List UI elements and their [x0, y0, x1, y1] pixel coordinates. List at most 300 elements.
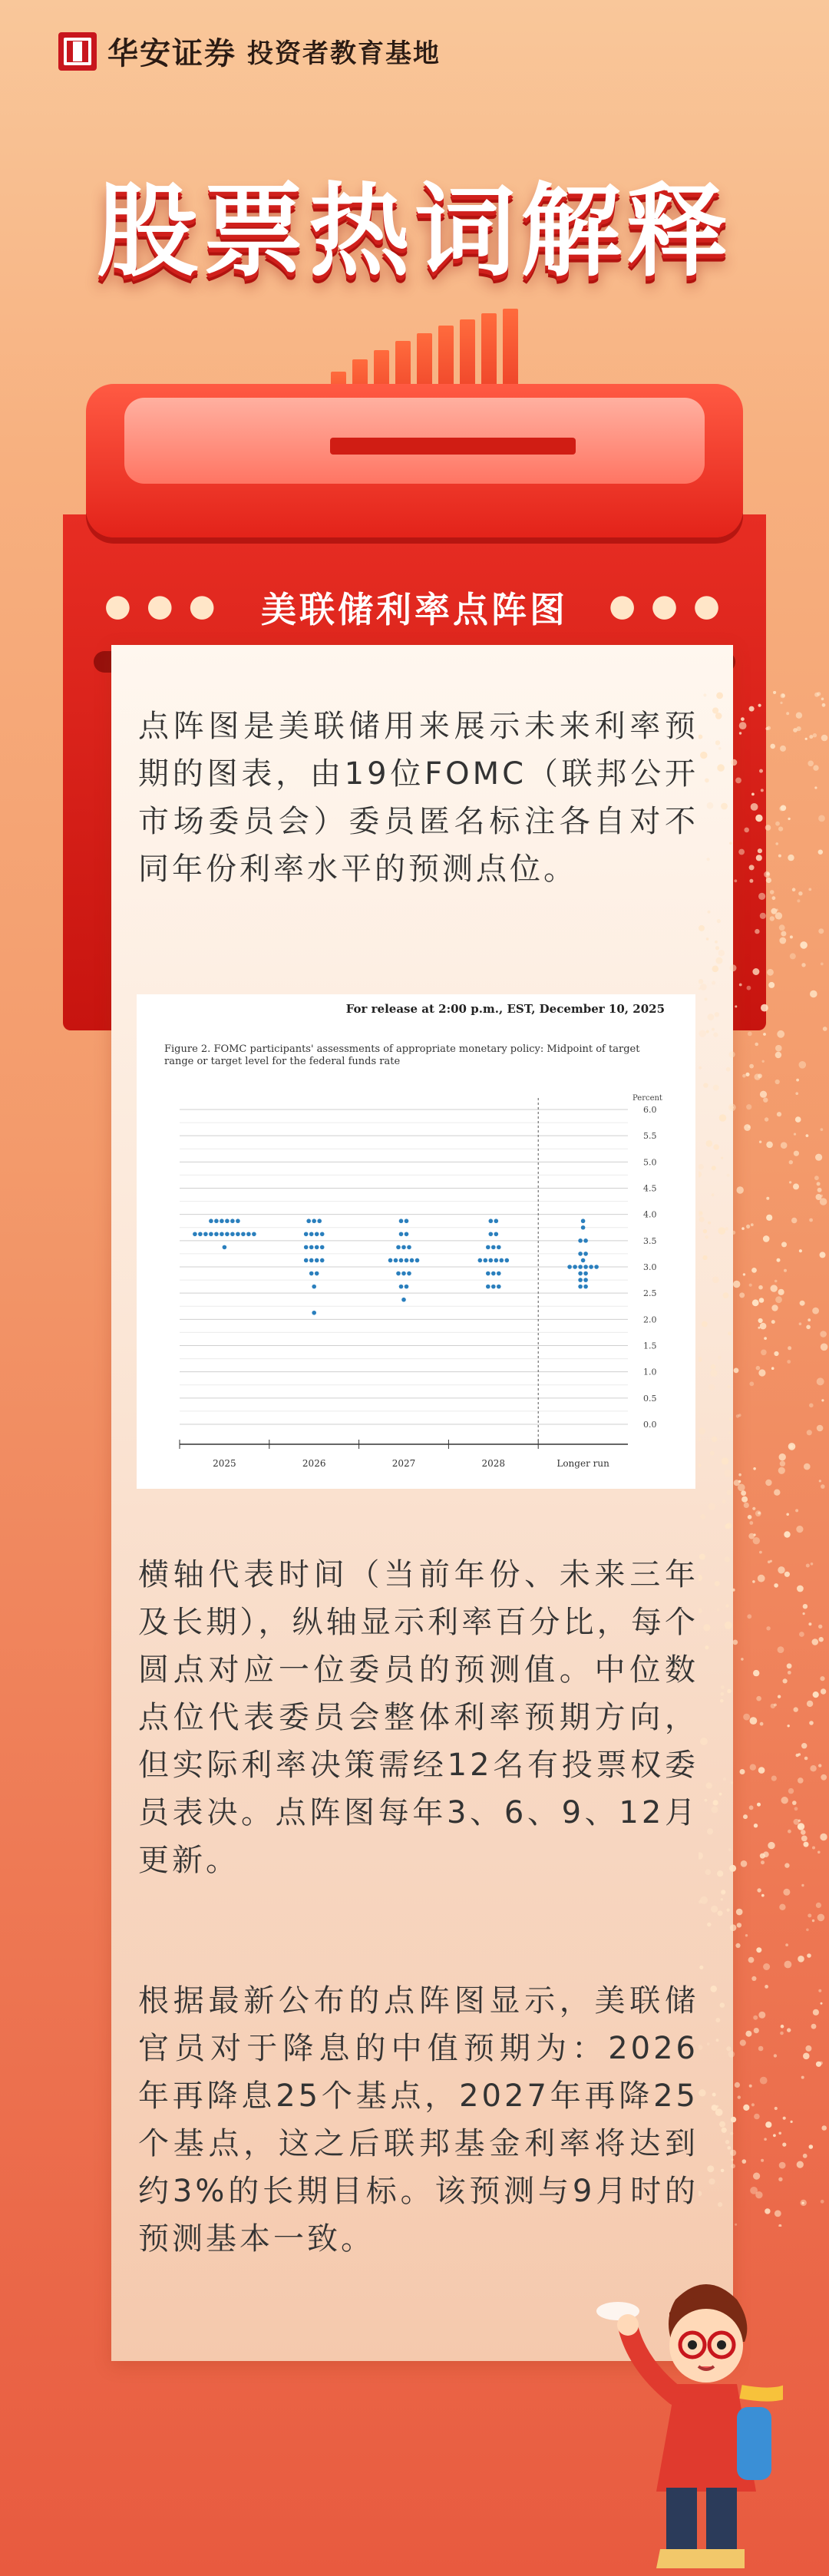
- dot-point: [396, 1245, 401, 1250]
- dot-point: [486, 1285, 490, 1289]
- sparkle-dot: [783, 2117, 786, 2120]
- sparkle-dot: [719, 1793, 722, 1796]
- sparkle-dot: [821, 1195, 823, 1197]
- sparkle-dot: [699, 1608, 702, 1613]
- sparkle-dot: [806, 1929, 809, 1932]
- sparkle-dot: [723, 1777, 726, 1781]
- sparkle-dot: [731, 2164, 735, 2168]
- sparkle-dot: [712, 2093, 716, 2097]
- ribbon-dots-right: ●●●: [609, 588, 735, 623]
- sparkle-dot: [712, 1028, 715, 1031]
- sparkle-dot: [775, 912, 782, 919]
- sparkle-dot: [745, 1073, 749, 1076]
- sparkle-dot: [758, 1575, 765, 1582]
- dot-point: [315, 1271, 319, 1276]
- sparkle-dot: [772, 896, 776, 900]
- sparkle-dot: [706, 1782, 712, 1788]
- sparkle-dot: [739, 1292, 745, 1298]
- sparkle-dot: [801, 1830, 806, 1835]
- dot-point: [209, 1232, 213, 1236]
- sparkle-dot: [719, 2121, 725, 2128]
- dot-point: [491, 1271, 496, 1276]
- sparkle-dot: [794, 1133, 796, 1136]
- sparkle-dot: [792, 888, 796, 891]
- sparkle-dot: [735, 2224, 737, 2226]
- sparkle-dot: [752, 1580, 755, 1583]
- sparkle-dot: [741, 1860, 748, 1867]
- sparkle-dot: [796, 713, 802, 719]
- dot-point: [304, 1258, 309, 1263]
- sparkle-dot: [787, 1663, 792, 1668]
- sparkle-dot: [775, 1296, 782, 1303]
- sparkle-dot: [821, 1399, 824, 1401]
- sparkle-dot: [773, 691, 776, 694]
- sparkle-dot: [760, 1323, 767, 1330]
- x-tick-label: Longer run: [557, 1458, 609, 1469]
- sparkle-dot: [797, 2161, 804, 2168]
- sparkle-dot: [699, 1030, 706, 1037]
- dot-point: [494, 1258, 499, 1263]
- sparkle-dot: [727, 1909, 730, 1912]
- sparkle-dot: [763, 1851, 769, 1857]
- dot-point: [497, 1245, 501, 1250]
- sparkle-dot: [699, 1852, 703, 1860]
- sparkle-dot: [817, 1182, 821, 1185]
- sparkle-dot: [706, 1140, 713, 1147]
- sparkle-dot: [715, 1012, 719, 1017]
- sparkle-dot: [820, 1252, 826, 1258]
- dot-point: [489, 1232, 494, 1236]
- sparkle-dot: [744, 1124, 751, 1131]
- sparkle-dot: [758, 2012, 765, 2019]
- dot-point: [405, 1232, 409, 1236]
- dot-point: [203, 1232, 208, 1236]
- sparkle-dot: [743, 1714, 750, 1721]
- dot-point: [589, 1265, 593, 1269]
- sparkle-dot: [699, 1217, 705, 1222]
- sparkle-dot: [788, 1671, 791, 1675]
- sparkle-dot: [703, 693, 706, 696]
- sparkle-dot: [817, 1425, 824, 1432]
- dot-point: [225, 1232, 230, 1236]
- sparkle-dot: [778, 1566, 784, 1573]
- sparkle-dot: [786, 712, 789, 715]
- sparkle-dot: [706, 937, 709, 941]
- sparkle-dot: [779, 2162, 786, 2169]
- sparkle-dot: [801, 1836, 808, 1842]
- sparkle-dot: [741, 717, 745, 721]
- dot-point: [312, 1311, 316, 1315]
- sparkle-dot: [738, 1414, 741, 1417]
- dot-point: [405, 1258, 409, 1263]
- dot-point: [405, 1219, 409, 1223]
- y-tick-label: 6.0: [643, 1105, 657, 1115]
- dot-point: [399, 1285, 404, 1289]
- sparkle-dot: [730, 1924, 737, 1931]
- sparkle-dot: [729, 1865, 736, 1872]
- x-tick-label: 2026: [302, 1458, 326, 1469]
- sparkle-dot: [766, 1215, 772, 1221]
- sparkle-dot: [740, 2040, 746, 2046]
- sparkle-dot: [793, 1183, 799, 1189]
- sparkle-dot: [774, 1490, 780, 1496]
- brand-name: 华安证券: [107, 35, 236, 71]
- sparkle-dot: [808, 1622, 811, 1625]
- sparkle-dot: [763, 1963, 770, 1970]
- y-tick-label: 2.5: [643, 1288, 657, 1299]
- sparkle-dot: [731, 1781, 733, 1784]
- sparkle-dot: [778, 1646, 784, 1653]
- y-tick-label: 1.0: [643, 1367, 657, 1377]
- sparkle-dot: [712, 966, 719, 973]
- dot-point: [399, 1219, 404, 1223]
- sparkle-dot: [784, 1269, 787, 1272]
- sparkle-dot: [790, 935, 793, 938]
- sparkle-dot: [700, 984, 707, 990]
- sparkle-dot: [799, 1061, 807, 1069]
- sparkle-dot: [746, 1104, 751, 1109]
- dot-point: [401, 1271, 406, 1276]
- sparkle-dot: [745, 1934, 748, 1936]
- sparkle-dot: [775, 842, 778, 845]
- sparkle-dot: [751, 2103, 755, 2106]
- sparkle-dot: [761, 1860, 765, 1864]
- sparkle-dot: [699, 2045, 702, 2049]
- sparkle-dot: [778, 1289, 784, 1295]
- sparkle-dot: [730, 2150, 736, 2156]
- sparkle-dot: [759, 1298, 765, 1303]
- sparkle-dot: [737, 1923, 741, 1927]
- sparkle-dot: [710, 1370, 718, 1377]
- dot-point: [484, 1258, 488, 1263]
- sparkle-dot: [771, 1367, 775, 1370]
- dot-point: [583, 1238, 588, 1243]
- sparkle-dot: [789, 1181, 791, 1183]
- sparkle-dot: [721, 2169, 725, 2173]
- sparkle-dot: [735, 1943, 740, 1948]
- sparkle-dot: [798, 1824, 802, 1829]
- dot-point: [401, 1245, 406, 1250]
- sparkle-dot: [806, 1325, 811, 1330]
- sparkle-dot: [720, 694, 722, 696]
- dot-point: [578, 1252, 583, 1256]
- sparkle-dot: [715, 941, 718, 944]
- sparkle-dot: [759, 1551, 762, 1554]
- sparkle-dot: [708, 1503, 716, 1510]
- brand-logo-icon: [58, 32, 97, 71]
- sparkle-dot: [820, 1676, 824, 1681]
- sparkle-dot: [751, 793, 755, 796]
- dot-point: [401, 1298, 406, 1302]
- sparkle-dot: [777, 1258, 781, 1262]
- sparkle-dot: [750, 1764, 756, 1771]
- sparkle-dot: [761, 1894, 765, 1897]
- sparkle-dot: [729, 842, 732, 845]
- sparkle-dot: [821, 2002, 823, 2005]
- sparkle-dot: [791, 2121, 793, 2123]
- sparkle-dot: [817, 1188, 822, 1192]
- y-tick-label: 0.0: [643, 1420, 657, 1430]
- sparkle-dot: [775, 822, 780, 826]
- sparkle-dot: [727, 2146, 731, 2150]
- sparkle-dot: [708, 1014, 715, 1020]
- sparkle-dot: [819, 1480, 821, 1482]
- sparkle-dot: [778, 2132, 781, 2135]
- dot-point: [236, 1219, 240, 1223]
- sparkle-dot: [820, 1834, 827, 1840]
- sparkle-dot: [699, 979, 703, 984]
- sparkle-dot: [728, 1431, 731, 1433]
- sparkle-dot: [707, 2042, 710, 2045]
- sparkle-dot: [703, 1624, 710, 1631]
- sparkle-dot: [778, 2224, 781, 2227]
- sparkle-dot: [705, 997, 708, 1000]
- sparkle-dot: [820, 1331, 827, 1338]
- dot-point: [573, 1265, 577, 1269]
- sparkle-dot: [699, 925, 705, 931]
- sparkle-dot: [717, 919, 721, 923]
- sparkle-dot: [725, 1622, 732, 1629]
- sparkle-dot: [699, 1437, 701, 1441]
- sparkle-dot: [795, 1509, 798, 1512]
- sparkle-dot: [718, 1356, 722, 1360]
- dot-point: [241, 1232, 246, 1236]
- sparkle-dot: [703, 1083, 708, 1087]
- sparkle-dot: [758, 1327, 760, 1329]
- sparkle-dot: [749, 706, 755, 712]
- sparkle-dot: [735, 778, 741, 784]
- sparkle-dot: [707, 858, 710, 861]
- sparkle-dot: [756, 1947, 761, 1953]
- sparkle-dot: [761, 1004, 768, 1012]
- sparkle-dot: [743, 1273, 745, 1275]
- chart-plot: [137, 994, 695, 1489]
- sparkle-dot: [699, 1164, 704, 1169]
- sparkle-dot: [800, 941, 808, 949]
- sparkle-dot: [821, 1688, 826, 1694]
- sparkle-dot: [774, 1583, 778, 1588]
- sparkle-dot: [723, 1292, 729, 1298]
- paragraph-forecast: 根据最新公布的点阵图显示，美联储官员对于降息的中值预期为：2026年再降息25个基点，2027年再降25个基点，这之后联邦基金利率将达到约3%的长期目标。该预测与9月时的预测基本一致。: [138, 1983, 699, 2257]
- sparkle-dot: [707, 1923, 711, 1926]
- sparkle-dot: [808, 1318, 811, 1321]
- sparkle-dot: [752, 1299, 759, 1306]
- sparkle-dot: [715, 2018, 720, 2022]
- sparkle-dot: [805, 2045, 811, 2052]
- sparkle-dot: [801, 2076, 804, 2079]
- sparkle-dot: [774, 1704, 777, 1707]
- dot-point: [581, 1225, 586, 1230]
- sparkle-dot: [754, 1824, 758, 1827]
- sparkle-dot: [754, 2028, 759, 2033]
- dot-point: [583, 1271, 588, 1276]
- sparkle-dot: [755, 815, 762, 822]
- sparkle-dot: [777, 1030, 784, 1038]
- sparkle-dot: [818, 1989, 821, 1992]
- sparkle-dot: [721, 803, 728, 810]
- sparkle-dot: [765, 1480, 771, 1486]
- sparkle-dot: [724, 1470, 732, 1477]
- sparkle-dot: [768, 1842, 775, 1849]
- sparkle-dot: [742, 2159, 747, 2164]
- sparkle-dot: [738, 1473, 741, 1476]
- cartoon-kid-mascot: [583, 2265, 783, 2576]
- section-subtitle: 美联储利率点阵图: [261, 589, 568, 630]
- sparkle-dot: [715, 1581, 720, 1586]
- sparkle-dot: [818, 815, 825, 822]
- sparkle-dot: [761, 1350, 767, 1356]
- sparkle-dot: [798, 1820, 801, 1822]
- dot-point: [407, 1245, 411, 1250]
- dot-point: [315, 1258, 319, 1263]
- dot-point: [220, 1232, 224, 1236]
- sparkle-dot: [731, 759, 737, 766]
- page-title: 股票热词解释: [97, 173, 732, 291]
- sparkle-dot: [795, 1116, 801, 1123]
- sparkle-dot: [808, 888, 811, 891]
- sparkle-dot: [803, 2154, 808, 2158]
- dot-point: [246, 1232, 251, 1236]
- sparkle-dot: [801, 963, 805, 967]
- sparkle-dot: [813, 733, 817, 737]
- sparkle-dot: [739, 722, 747, 729]
- sparkle-dot: [751, 1268, 757, 1273]
- sparkle-dot: [749, 879, 753, 883]
- dot-point: [320, 1232, 325, 1236]
- sparkle-dot: [758, 1285, 763, 1290]
- sparkle-dot: [823, 1027, 827, 1031]
- sparkle-dot: [759, 1141, 761, 1143]
- sparkle-dot: [750, 1717, 758, 1724]
- sparkle-dot: [816, 2062, 821, 2067]
- sparkle-dot: [753, 1670, 759, 1676]
- sparkle-dot: [780, 746, 786, 752]
- sparkle-dot: [699, 1357, 702, 1362]
- sparkle-dot: [728, 1848, 732, 1851]
- sparkle-dot: [806, 1134, 809, 1137]
- sparkle-dot: [700, 1738, 708, 1745]
- sparkle-dot: [699, 1066, 702, 1070]
- sparkle-dot: [758, 893, 765, 900]
- dot-point: [489, 1258, 494, 1263]
- sparkle-dot: [715, 740, 720, 745]
- sparkle-dot: [817, 1377, 824, 1385]
- sparkle-dot: [806, 1564, 810, 1568]
- sparkle-dot: [763, 1033, 766, 1036]
- sparkle-dot: [755, 1073, 761, 1080]
- sparkle-dot: [821, 1774, 827, 1781]
- sparkle-dot: [738, 1480, 741, 1483]
- sparkle-dot: [821, 1128, 824, 1131]
- dot-point: [491, 1245, 496, 1250]
- sparkle-dot: [746, 1225, 750, 1228]
- dot-point: [494, 1232, 499, 1236]
- sparkle-dot: [781, 2025, 784, 2029]
- dot-point: [230, 1219, 235, 1223]
- sparkle-dot: [820, 1198, 827, 1205]
- sparkle-dot: [776, 909, 778, 911]
- sparkle-dot: [729, 1051, 735, 1057]
- sparkle-dot: [779, 1904, 785, 1910]
- dot-point: [394, 1258, 398, 1263]
- sparkle-dot: [727, 1689, 732, 1694]
- sparkle-dot: [788, 1346, 791, 1350]
- sparkle-dot: [718, 950, 725, 956]
- sparkle-dot: [788, 818, 790, 820]
- sparkle-dot: [809, 2144, 814, 2149]
- sparkle-dot: [722, 1500, 725, 1503]
- sparkle-dot: [766, 1142, 773, 1149]
- sparkle-dot: [787, 1360, 791, 1364]
- sparkle-dot: [712, 980, 715, 984]
- sparkle-dot: [699, 2191, 702, 2196]
- sparkle-dot: [777, 1112, 781, 1116]
- sparkle-dot: [770, 890, 775, 894]
- sparkle-dot: [748, 1515, 752, 1519]
- sparkle-dot: [705, 1235, 708, 1239]
- sparkle-dot: [758, 1512, 761, 1515]
- sparkle-dot: [707, 2165, 714, 2172]
- sparkle-dot: [726, 1067, 731, 1072]
- sparkle-dot: [799, 1322, 802, 1325]
- sparkle-dot: [738, 1484, 745, 1492]
- sparkle-dot: [810, 1765, 816, 1771]
- sparkle-dot: [728, 2051, 735, 2058]
- sparkle-dot: [753, 1537, 760, 1544]
- sparkle-dot: [699, 1212, 702, 1215]
- sparkle-dot: [699, 1172, 702, 1178]
- sparkle-dot: [791, 1218, 797, 1223]
- sparkle-dot: [721, 1890, 726, 1895]
- sparkle-dot: [741, 1227, 745, 1230]
- sparkle-dot: [801, 1884, 804, 1887]
- dot-point: [478, 1258, 483, 1263]
- sparkle-dot: [807, 1430, 812, 1435]
- sparkle-dot: [778, 855, 781, 858]
- dot-point: [497, 1271, 501, 1276]
- y-tick-label: 3.0: [643, 1262, 657, 1272]
- sparkle-dot: [810, 990, 817, 998]
- dot-point: [407, 1271, 411, 1276]
- sparkle-dot: [767, 969, 774, 976]
- sparkle-dot: [728, 1331, 732, 1335]
- sparkle-dot: [713, 1085, 719, 1091]
- dot-point: [594, 1265, 599, 1269]
- sparkle-dot: [803, 2053, 810, 2060]
- sparkle-dot: [713, 1800, 718, 1805]
- sparkle-dot: [751, 1223, 754, 1226]
- sparkle-dot: [742, 1074, 746, 1078]
- sparkle-dot: [757, 1803, 761, 1807]
- sparkle-dot: [798, 1777, 804, 1784]
- sparkle-dot: [821, 1484, 825, 1489]
- sparkle-dot: [778, 1695, 781, 1698]
- sparkle-dot: [727, 1490, 732, 1495]
- dot-point: [491, 1285, 496, 1289]
- sparkle-dot: [761, 2159, 764, 2162]
- sparkle-dot: [814, 1176, 819, 1180]
- sparkle-dot: [708, 2178, 715, 2184]
- sparkle-dot: [703, 1229, 707, 1233]
- sparkle-dot: [809, 1219, 813, 1222]
- sparkle-dot: [712, 1437, 717, 1442]
- sparkle-dot: [802, 2202, 804, 2204]
- sparkle-dot: [765, 1985, 768, 1989]
- dot-point: [315, 1232, 319, 1236]
- dot-point: [583, 1285, 588, 1289]
- sparkle-dot: [712, 1276, 719, 1283]
- sparkle-dot: [807, 1953, 811, 1958]
